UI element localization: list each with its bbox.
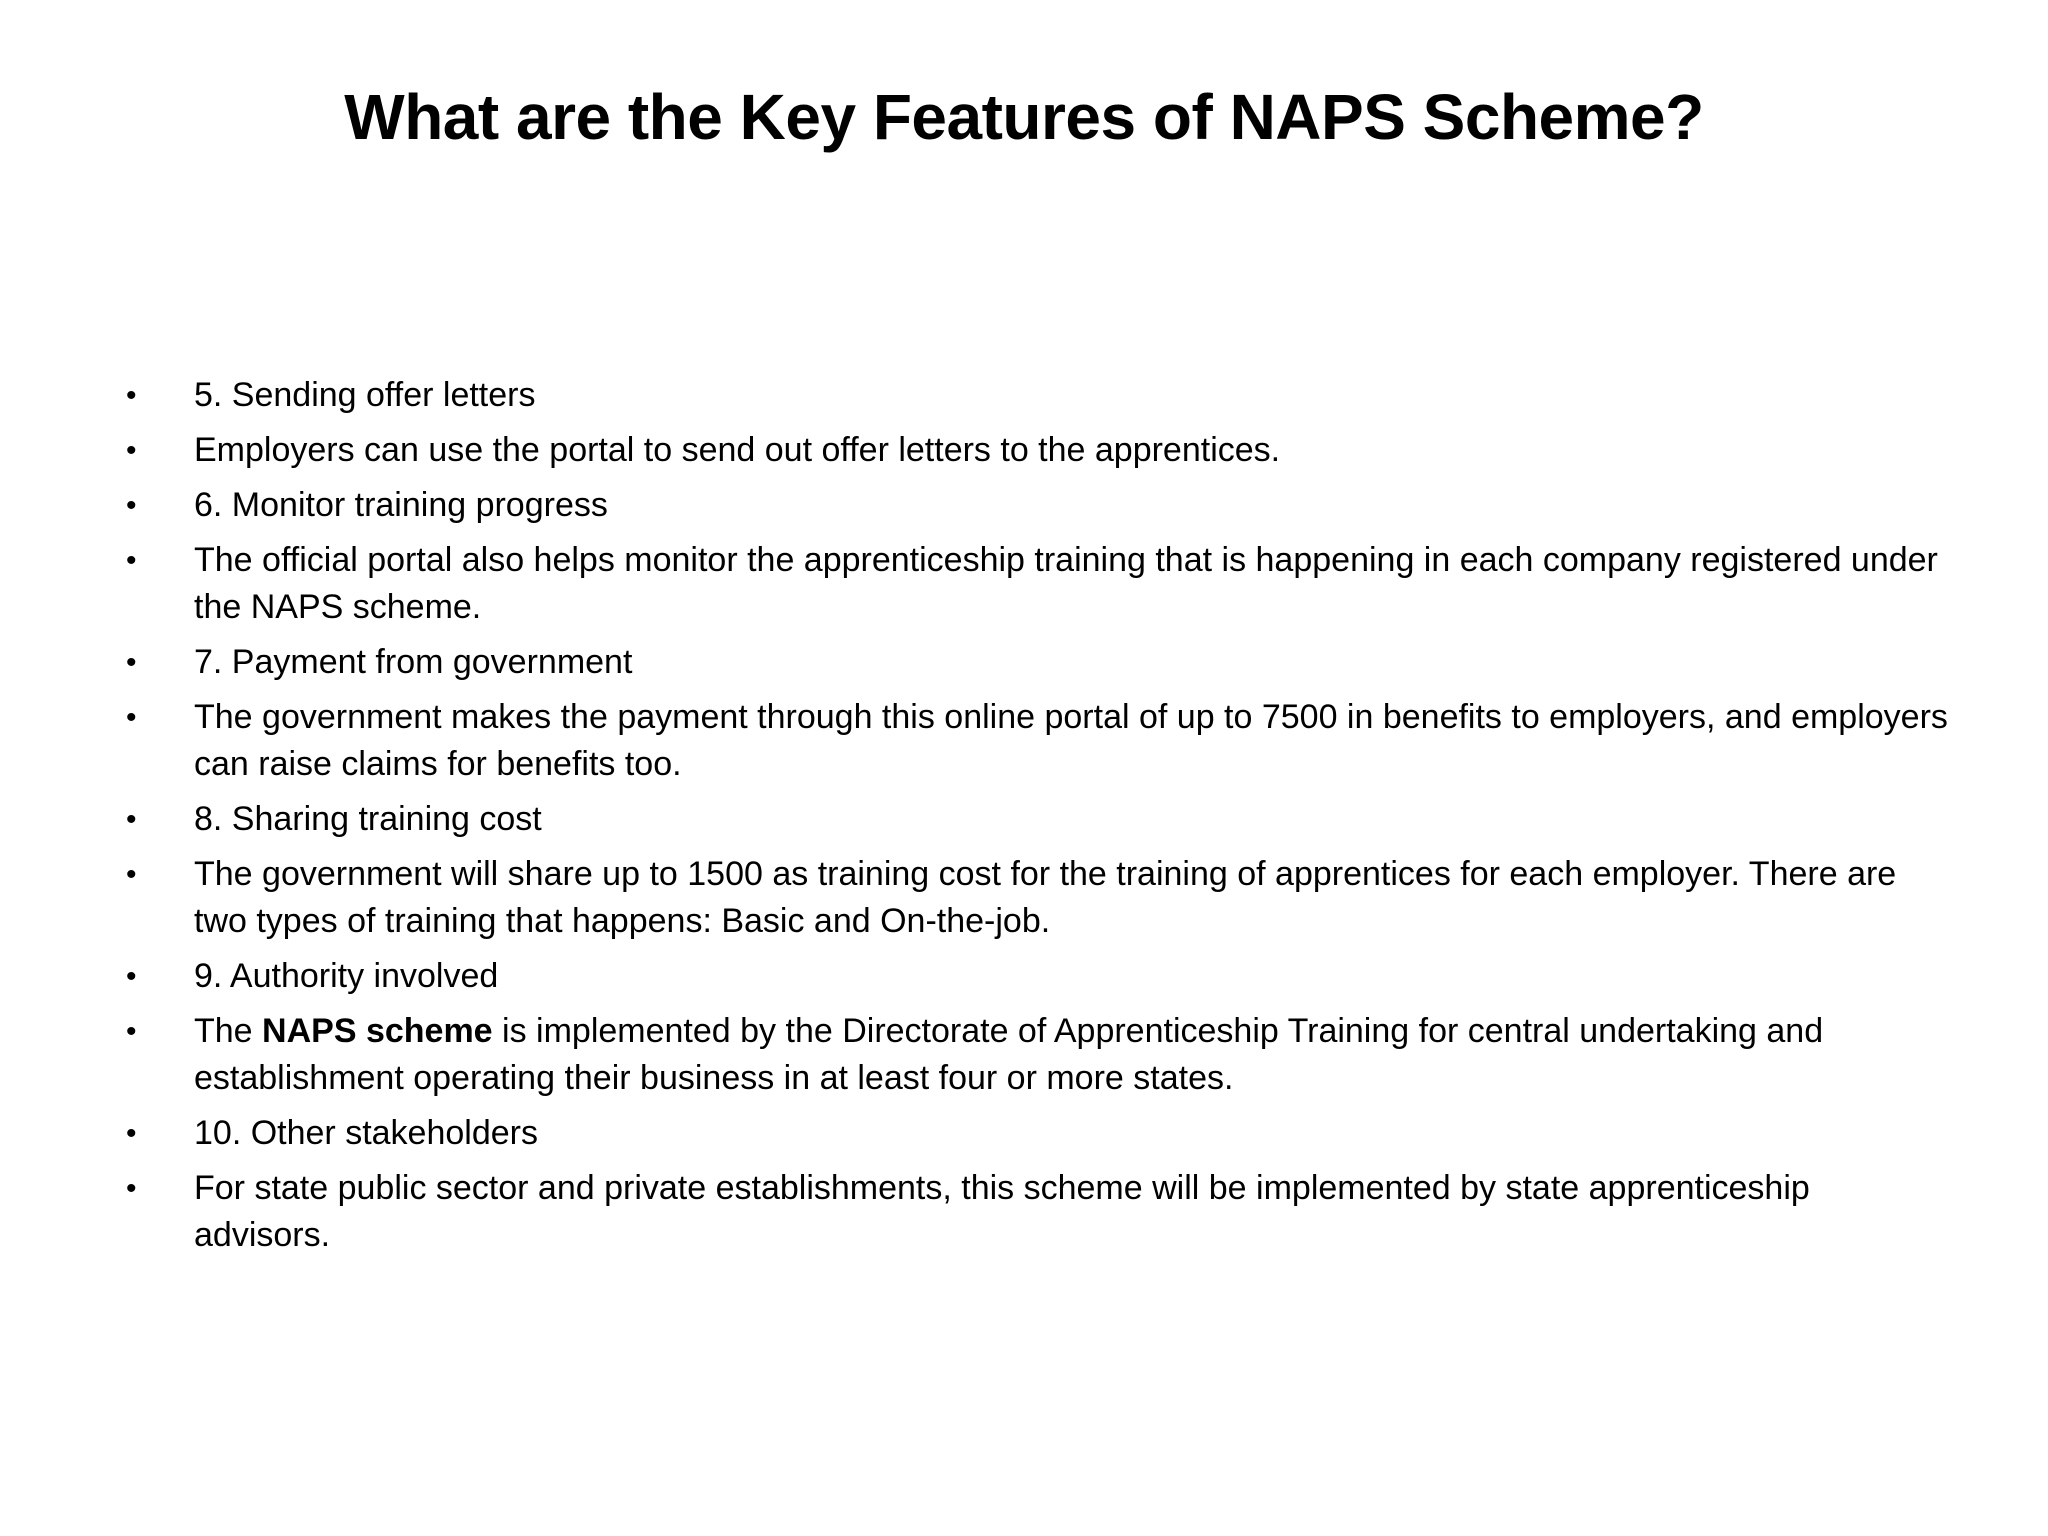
bullet-item xyxy=(124,427,1954,474)
bullet-dot-icon: • xyxy=(126,701,137,734)
bullet-text-bold: NAPS scheme xyxy=(262,1012,493,1050)
bullet-item xyxy=(124,639,1954,686)
bullet-text: 10. Other stakeholders xyxy=(194,1114,538,1152)
bullet-text: The official portal also helps monitor the apprenticeship training that is happening in each company registered under the NAPS scheme. xyxy=(194,541,1938,626)
bullet-text: For state public sector and private establishments, this scheme will be implemented by state apprenticeship advisors. xyxy=(194,1169,1810,1254)
bullet-item xyxy=(124,537,1954,631)
bullet-item xyxy=(124,1110,1954,1157)
bullet-dot-icon: • xyxy=(126,544,137,577)
bullet-item xyxy=(124,1008,1954,1102)
bullet-item xyxy=(124,372,1954,419)
bullet-text: 9. Authority involved xyxy=(194,957,499,995)
bullet-text: 6. Monitor training progress xyxy=(194,486,608,524)
bullet-item xyxy=(124,694,1954,788)
bullet-list xyxy=(124,372,1954,1267)
bullet-item xyxy=(124,482,1954,529)
bullet-text xyxy=(194,1012,1823,1097)
bullet-dot-icon: • xyxy=(126,960,137,993)
bullet-dot-icon: • xyxy=(126,858,137,891)
bullet-dot-icon: • xyxy=(126,1117,137,1150)
bullet-dot-icon: • xyxy=(126,1015,137,1048)
bullet-dot-icon: • xyxy=(126,646,137,679)
bullet-text: The government makes the payment through this online portal of up to 7500 in benefits to employers, and employers can raise claims for benefits too. xyxy=(194,698,1948,783)
bullet-item xyxy=(124,953,1954,1000)
bullet-dot-icon: • xyxy=(126,434,137,467)
slide-title: What are the Key Features of NAPS Scheme? xyxy=(344,81,1704,153)
bullet-item xyxy=(124,796,1954,843)
bullet-dot-icon: • xyxy=(126,803,137,836)
bullet-text: 8. Sharing training cost xyxy=(194,800,542,838)
bullet-text: 5. Sending offer letters xyxy=(194,376,536,414)
bullet-dot-icon: • xyxy=(126,379,137,412)
bullet-dot-icon: • xyxy=(126,1172,137,1205)
bullet-text: Employers can use the portal to send out offer letters to the apprentices. xyxy=(194,431,1281,469)
bullet-item xyxy=(124,851,1954,945)
bullet-text-suffix: is implemented by the Directorate of Apprenticeship Training for central undertaking and establishment operating their business in at least four or more states. xyxy=(194,1012,1824,1097)
bullet-text: 7. Payment from government xyxy=(194,643,633,681)
bullet-text: The government will share up to 1500 as training cost for the training of apprentices for each employer. There are two types of training that happens: Basic and On-the-job. xyxy=(194,855,1897,940)
bullet-item xyxy=(124,1165,1954,1259)
bullet-text-prefix: The xyxy=(194,1012,263,1050)
bullet-dot-icon: • xyxy=(126,489,137,522)
